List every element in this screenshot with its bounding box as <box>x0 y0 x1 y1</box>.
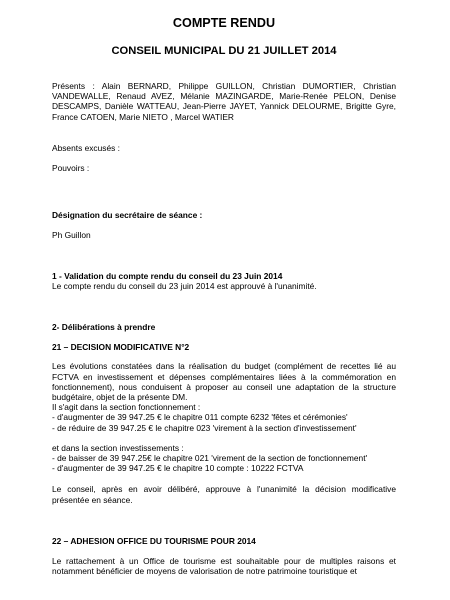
section-21-intro: Les évolutions constatées dans la réalisation du budget (complément de recettes lié au FCTVA en investissement et dépenses complémentaires liées à la commémoration en fonctionnement), nous conduisent à proposer au conseil une adaptation de la structure budgétaire, objet de la présente DM. <box>52 361 396 403</box>
section-1-heading: 1 - Validation du compte rendu du conseil du 23 Juin 2014 <box>52 270 283 281</box>
absents-line: Absents excusés : <box>52 142 120 153</box>
secretary-name: Ph Guillon <box>52 230 91 241</box>
investissement-line-1: - de baisser de 39 947.25€ le chapitre 021 'virement de la section de fonctionnement' <box>52 453 368 464</box>
investissement-line-2: - d'augmenter de 39 947.25 € le chapitre 10 compte : 10222 FCTVA <box>52 463 304 474</box>
section-1-body: Le compte rendu du conseil du 23 juin 2014 est approuvé à l'unanimité. <box>52 280 317 291</box>
fonctionnement-line-2: - de réduire de 39 947.25 € le chapitre 023 'virement à la section d'investissement' <box>52 422 357 433</box>
secretary-heading: Désignation du secrétaire de séance : <box>52 210 203 221</box>
pouvoirs-line: Pouvoirs : <box>52 163 90 174</box>
section-22-body: Le rattachement à un Office de tourisme est souhaitable pour de multiples raisons et notamment bénéficier de moyens de valorisation de notre patrimoine touristique et <box>52 556 396 577</box>
section-21-body <box>52 361 396 473</box>
document-subtitle: CONSEIL MUNICIPAL DU 21 JUILLET 2014 <box>111 45 337 57</box>
fonctionnement-intro: Il s'agit dans la section fonctionnement : <box>52 402 201 413</box>
document-title: COMPTE RENDU <box>172 16 276 30</box>
section-21-heading: 21 – DECISION MODIFICATIVE N°2 <box>52 342 190 353</box>
section-2-heading: 2- Délibérations à prendre <box>52 322 156 333</box>
investissement-intro: et dans la section investissements : <box>52 442 184 453</box>
section-22-heading: 22 – ADHESION OFFICE DU TOURISME POUR 2014 <box>52 535 256 546</box>
fonctionnement-line-1: - d'augmenter de 39 947.25 € le chapitre 011 compte 6232 'fêtes et cérémonies' <box>52 412 348 423</box>
document-page <box>52 16 396 576</box>
attendees-list: Présents : Alain BERNARD, Philippe GUILLON, Christian DUMORTIER, Christian VANDEWALLE, Renaud AVEZ, Mélanie MAZINGARDE, Marie-Renée PELON, Denise DESCAMPS, Danièle WATTEAU, Jean-Pierre JAYET, Yannick DELOURME, Brigitte Gyre, France CATOEN, Marie NIETO , Marcel WATIER <box>52 81 396 122</box>
section-21-conclusion: Le conseil, après en avoir délibéré, approuve à l'unanimité la décision modificative présentée en séance. <box>52 484 396 505</box>
